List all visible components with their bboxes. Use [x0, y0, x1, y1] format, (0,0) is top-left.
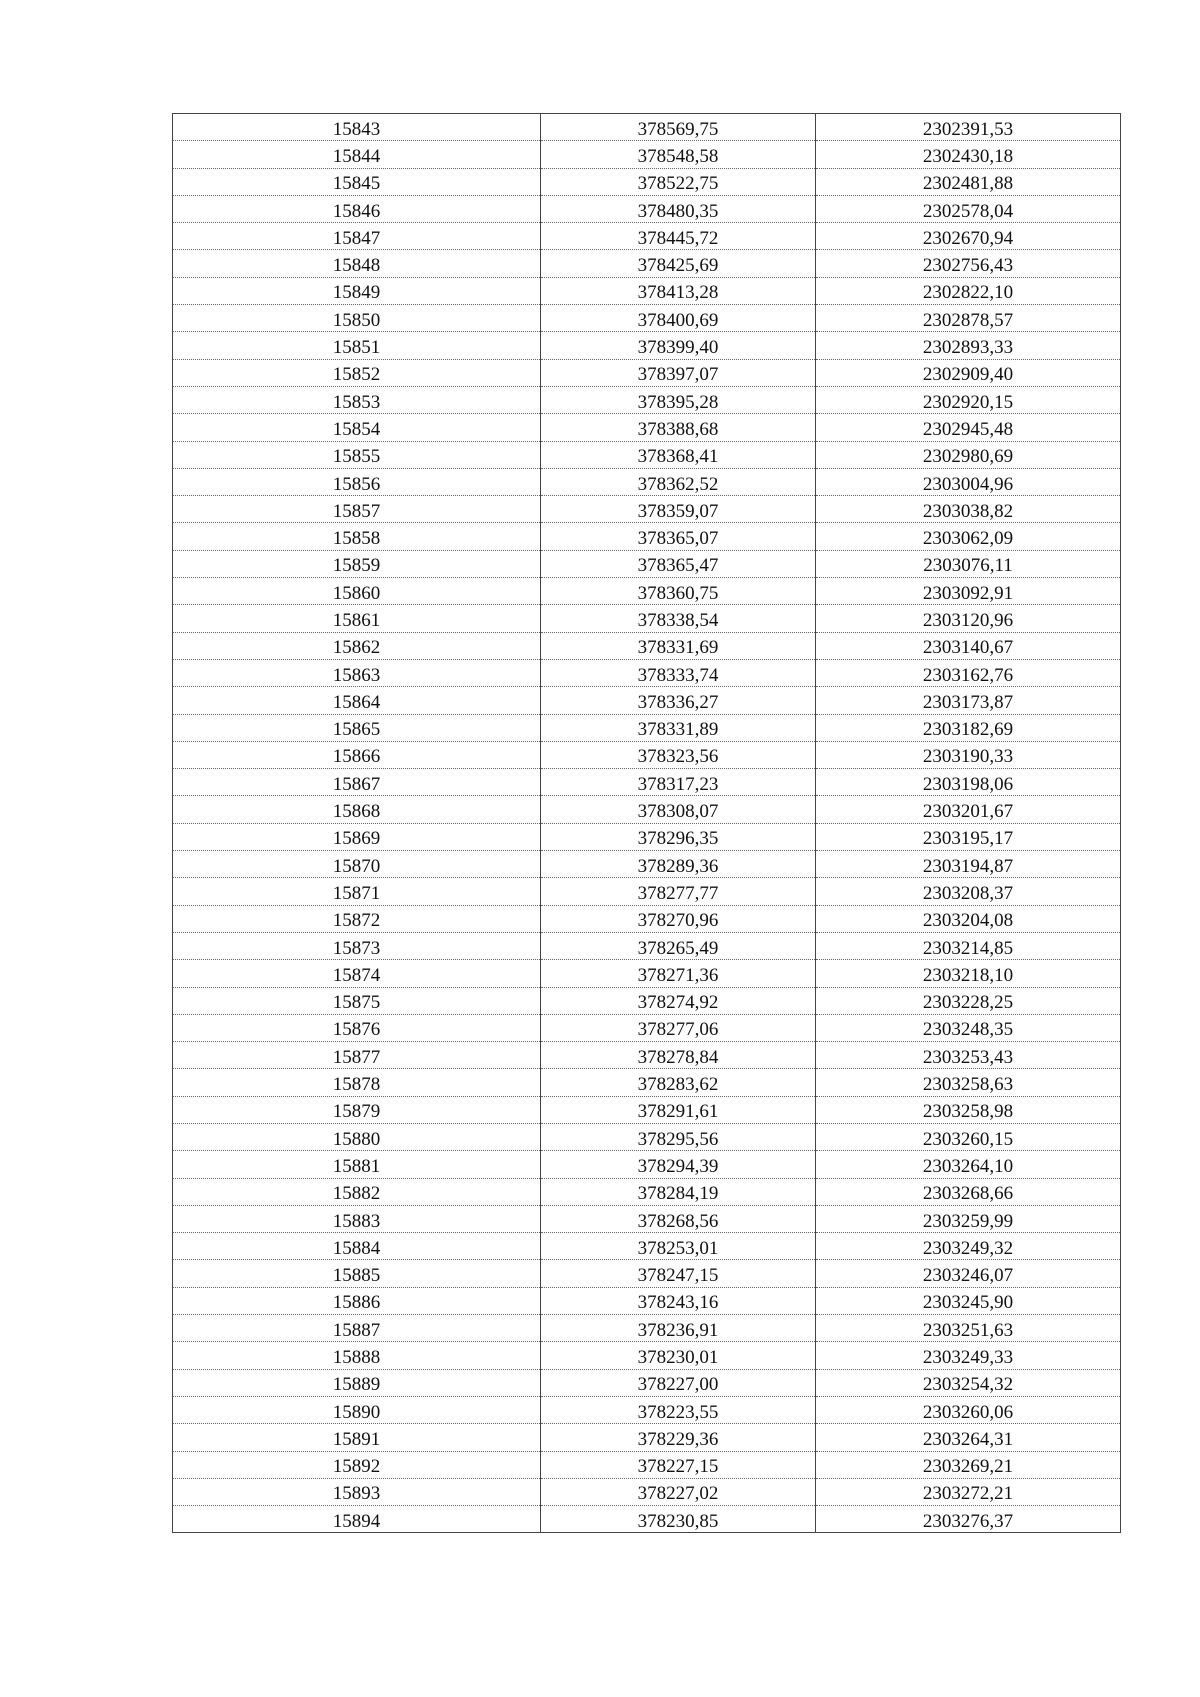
- x-coordinate-cell: 378365,07: [541, 523, 816, 550]
- point-number-cell: 15874: [173, 960, 541, 987]
- x-coordinate-cell: 378227,00: [541, 1369, 816, 1396]
- point-number-cell: 15877: [173, 1042, 541, 1069]
- x-coordinate-cell: 378413,28: [541, 277, 816, 304]
- coordinates-table-body: [173, 114, 1121, 1533]
- table-row: [173, 277, 1121, 304]
- table-row: [173, 1069, 1121, 1096]
- table-row: [173, 1151, 1121, 1178]
- x-coordinate-cell: 378368,41: [541, 441, 816, 468]
- y-coordinate-cell: 2302920,15: [816, 386, 1121, 413]
- coordinates-table: [172, 113, 1121, 1533]
- x-coordinate-cell: 378278,84: [541, 1042, 816, 1069]
- table-row: [173, 359, 1121, 386]
- point-number-cell: 15853: [173, 386, 541, 413]
- table-row: [173, 441, 1121, 468]
- table-row: [173, 741, 1121, 768]
- table-row: [173, 578, 1121, 605]
- point-number-cell: 15886: [173, 1287, 541, 1314]
- point-number-cell: 15855: [173, 441, 541, 468]
- x-coordinate-cell: 378284,19: [541, 1178, 816, 1205]
- x-coordinate-cell: 378331,69: [541, 632, 816, 659]
- y-coordinate-cell: 2303195,17: [816, 823, 1121, 850]
- y-coordinate-cell: 2303076,11: [816, 550, 1121, 577]
- x-coordinate-cell: 378230,01: [541, 1342, 816, 1369]
- table-row: [173, 386, 1121, 413]
- x-coordinate-cell: 378253,01: [541, 1233, 816, 1260]
- point-number-cell: 15873: [173, 932, 541, 959]
- y-coordinate-cell: 2303258,63: [816, 1069, 1121, 1096]
- point-number-cell: 15889: [173, 1369, 541, 1396]
- y-coordinate-cell: 2303208,37: [816, 878, 1121, 905]
- table-row: [173, 1205, 1121, 1232]
- table-row: [173, 1478, 1121, 1505]
- point-number-cell: 15850: [173, 305, 541, 332]
- x-coordinate-cell: 378277,06: [541, 1014, 816, 1041]
- y-coordinate-cell: 2303248,35: [816, 1014, 1121, 1041]
- point-number-cell: 15878: [173, 1069, 541, 1096]
- table-row: [173, 250, 1121, 277]
- y-coordinate-cell: 2303194,87: [816, 851, 1121, 878]
- x-coordinate-cell: 378317,23: [541, 769, 816, 796]
- table-row: [173, 332, 1121, 359]
- y-coordinate-cell: 2302909,40: [816, 359, 1121, 386]
- y-coordinate-cell: 2303162,76: [816, 659, 1121, 686]
- x-coordinate-cell: 378569,75: [541, 114, 816, 141]
- x-coordinate-cell: 378365,47: [541, 550, 816, 577]
- point-number-cell: 15867: [173, 769, 541, 796]
- table-row: [173, 714, 1121, 741]
- y-coordinate-cell: 2302391,53: [816, 114, 1121, 141]
- y-coordinate-cell: 2303268,66: [816, 1178, 1121, 1205]
- x-coordinate-cell: 378277,77: [541, 878, 816, 905]
- y-coordinate-cell: 2302822,10: [816, 277, 1121, 304]
- y-coordinate-cell: 2303264,31: [816, 1424, 1121, 1451]
- x-coordinate-cell: 378223,55: [541, 1396, 816, 1423]
- x-coordinate-cell: 378359,07: [541, 496, 816, 523]
- point-number-cell: 15862: [173, 632, 541, 659]
- point-number-cell: 15851: [173, 332, 541, 359]
- x-coordinate-cell: 378323,56: [541, 741, 816, 768]
- y-coordinate-cell: 2303245,90: [816, 1287, 1121, 1314]
- point-number-cell: 15891: [173, 1424, 541, 1451]
- table-row: [173, 141, 1121, 168]
- point-number-cell: 15893: [173, 1478, 541, 1505]
- table-row: [173, 796, 1121, 823]
- x-coordinate-cell: 378227,15: [541, 1451, 816, 1478]
- table-row: [173, 605, 1121, 632]
- point-number-cell: 15885: [173, 1260, 541, 1287]
- table-row: [173, 823, 1121, 850]
- y-coordinate-cell: 2303092,91: [816, 578, 1121, 605]
- point-number-cell: 15884: [173, 1233, 541, 1260]
- y-coordinate-cell: 2303201,67: [816, 796, 1121, 823]
- x-coordinate-cell: 378243,16: [541, 1287, 816, 1314]
- point-number-cell: 15894: [173, 1506, 541, 1533]
- y-coordinate-cell: 2303038,82: [816, 496, 1121, 523]
- x-coordinate-cell: 378333,74: [541, 659, 816, 686]
- x-coordinate-cell: 378274,92: [541, 987, 816, 1014]
- point-number-cell: 15876: [173, 1014, 541, 1041]
- point-number-cell: 15856: [173, 468, 541, 495]
- table-row: [173, 1178, 1121, 1205]
- point-number-cell: 15864: [173, 687, 541, 714]
- x-coordinate-cell: 378548,58: [541, 141, 816, 168]
- point-number-cell: 15871: [173, 878, 541, 905]
- y-coordinate-cell: 2303249,33: [816, 1342, 1121, 1369]
- table-row: [173, 851, 1121, 878]
- x-coordinate-cell: 378229,36: [541, 1424, 816, 1451]
- table-row: [173, 468, 1121, 495]
- x-coordinate-cell: 378522,75: [541, 168, 816, 195]
- y-coordinate-cell: 2303190,33: [816, 741, 1121, 768]
- y-coordinate-cell: 2303182,69: [816, 714, 1121, 741]
- table-row: [173, 523, 1121, 550]
- table-row: [173, 1424, 1121, 1451]
- table-row: [173, 1506, 1121, 1533]
- y-coordinate-cell: 2303260,15: [816, 1123, 1121, 1150]
- y-coordinate-cell: 2303062,09: [816, 523, 1121, 550]
- table-row: [173, 223, 1121, 250]
- table-row: [173, 932, 1121, 959]
- point-number-cell: 15857: [173, 496, 541, 523]
- point-number-cell: 15854: [173, 414, 541, 441]
- table-row: [173, 659, 1121, 686]
- y-coordinate-cell: 2303228,25: [816, 987, 1121, 1014]
- point-number-cell: 15845: [173, 168, 541, 195]
- y-coordinate-cell: 2303276,37: [816, 1506, 1121, 1533]
- y-coordinate-cell: 2303253,43: [816, 1042, 1121, 1069]
- point-number-cell: 15870: [173, 851, 541, 878]
- table-row: [173, 1042, 1121, 1069]
- point-number-cell: 15872: [173, 905, 541, 932]
- y-coordinate-cell: 2303259,99: [816, 1205, 1121, 1232]
- x-coordinate-cell: 378445,72: [541, 223, 816, 250]
- y-coordinate-cell: 2303173,87: [816, 687, 1121, 714]
- y-coordinate-cell: 2303258,98: [816, 1096, 1121, 1123]
- table-row: [173, 960, 1121, 987]
- y-coordinate-cell: 2303251,63: [816, 1315, 1121, 1342]
- x-coordinate-cell: 378362,52: [541, 468, 816, 495]
- table-row: [173, 987, 1121, 1014]
- x-coordinate-cell: 378289,36: [541, 851, 816, 878]
- table-row: [173, 1315, 1121, 1342]
- x-coordinate-cell: 378268,56: [541, 1205, 816, 1232]
- y-coordinate-cell: 2302756,43: [816, 250, 1121, 277]
- table-row: [173, 1369, 1121, 1396]
- x-coordinate-cell: 378294,39: [541, 1151, 816, 1178]
- point-number-cell: 15860: [173, 578, 541, 605]
- y-coordinate-cell: 2303254,32: [816, 1369, 1121, 1396]
- table-row: [173, 878, 1121, 905]
- point-number-cell: 15863: [173, 659, 541, 686]
- y-coordinate-cell: 2302980,69: [816, 441, 1121, 468]
- point-number-cell: 15868: [173, 796, 541, 823]
- table-row: [173, 1123, 1121, 1150]
- point-number-cell: 15859: [173, 550, 541, 577]
- y-coordinate-cell: 2303140,67: [816, 632, 1121, 659]
- table-row: [173, 1014, 1121, 1041]
- table-row: [173, 550, 1121, 577]
- y-coordinate-cell: 2303204,08: [816, 905, 1121, 932]
- x-coordinate-cell: 378283,62: [541, 1069, 816, 1096]
- table-row: [173, 168, 1121, 195]
- x-coordinate-cell: 378296,35: [541, 823, 816, 850]
- table-row: [173, 305, 1121, 332]
- y-coordinate-cell: 2303120,96: [816, 605, 1121, 632]
- y-coordinate-cell: 2303198,06: [816, 769, 1121, 796]
- y-coordinate-cell: 2303218,10: [816, 960, 1121, 987]
- table-row: [173, 905, 1121, 932]
- point-number-cell: 15848: [173, 250, 541, 277]
- point-number-cell: 15881: [173, 1151, 541, 1178]
- table-row: [173, 687, 1121, 714]
- table-row: [173, 769, 1121, 796]
- table-row: [173, 414, 1121, 441]
- y-coordinate-cell: 2303214,85: [816, 932, 1121, 959]
- point-number-cell: 15883: [173, 1205, 541, 1232]
- y-coordinate-cell: 2303269,21: [816, 1451, 1121, 1478]
- table-row: [173, 496, 1121, 523]
- y-coordinate-cell: 2302945,48: [816, 414, 1121, 441]
- x-coordinate-cell: 378388,68: [541, 414, 816, 441]
- x-coordinate-cell: 378399,40: [541, 332, 816, 359]
- point-number-cell: 15875: [173, 987, 541, 1014]
- y-coordinate-cell: 2303260,06: [816, 1396, 1121, 1423]
- x-coordinate-cell: 378295,56: [541, 1123, 816, 1150]
- point-number-cell: 15890: [173, 1396, 541, 1423]
- table-row: [173, 1342, 1121, 1369]
- table-row: [173, 1233, 1121, 1260]
- point-number-cell: 15892: [173, 1451, 541, 1478]
- y-coordinate-cell: 2302670,94: [816, 223, 1121, 250]
- table-row: [173, 1451, 1121, 1478]
- table-row: [173, 1287, 1121, 1314]
- y-coordinate-cell: 2303264,10: [816, 1151, 1121, 1178]
- x-coordinate-cell: 378338,54: [541, 605, 816, 632]
- point-number-cell: 15847: [173, 223, 541, 250]
- x-coordinate-cell: 378395,28: [541, 386, 816, 413]
- point-number-cell: 15843: [173, 114, 541, 141]
- point-number-cell: 15887: [173, 1315, 541, 1342]
- y-coordinate-cell: 2303246,07: [816, 1260, 1121, 1287]
- y-coordinate-cell: 2303249,32: [816, 1233, 1121, 1260]
- y-coordinate-cell: 2303004,96: [816, 468, 1121, 495]
- point-number-cell: 15861: [173, 605, 541, 632]
- x-coordinate-cell: 378271,36: [541, 960, 816, 987]
- x-coordinate-cell: 378400,69: [541, 305, 816, 332]
- y-coordinate-cell: 2303272,21: [816, 1478, 1121, 1505]
- x-coordinate-cell: 378230,85: [541, 1506, 816, 1533]
- x-coordinate-cell: 378270,96: [541, 905, 816, 932]
- point-number-cell: 15866: [173, 741, 541, 768]
- y-coordinate-cell: 2302481,88: [816, 168, 1121, 195]
- point-number-cell: 15846: [173, 195, 541, 222]
- x-coordinate-cell: 378265,49: [541, 932, 816, 959]
- x-coordinate-cell: 378397,07: [541, 359, 816, 386]
- x-coordinate-cell: 378227,02: [541, 1478, 816, 1505]
- x-coordinate-cell: 378480,35: [541, 195, 816, 222]
- point-number-cell: 15858: [173, 523, 541, 550]
- x-coordinate-cell: 378308,07: [541, 796, 816, 823]
- point-number-cell: 15880: [173, 1123, 541, 1150]
- y-coordinate-cell: 2302430,18: [816, 141, 1121, 168]
- point-number-cell: 15844: [173, 141, 541, 168]
- point-number-cell: 15849: [173, 277, 541, 304]
- x-coordinate-cell: 378331,89: [541, 714, 816, 741]
- point-number-cell: 15888: [173, 1342, 541, 1369]
- y-coordinate-cell: 2302893,33: [816, 332, 1121, 359]
- x-coordinate-cell: 378236,91: [541, 1315, 816, 1342]
- y-coordinate-cell: 2302878,57: [816, 305, 1121, 332]
- x-coordinate-cell: 378247,15: [541, 1260, 816, 1287]
- x-coordinate-cell: 378336,27: [541, 687, 816, 714]
- table-row: [173, 195, 1121, 222]
- table-row: [173, 1396, 1121, 1423]
- y-coordinate-cell: 2302578,04: [816, 195, 1121, 222]
- point-number-cell: 15869: [173, 823, 541, 850]
- point-number-cell: 15865: [173, 714, 541, 741]
- table-row: [173, 1096, 1121, 1123]
- table-row: [173, 1260, 1121, 1287]
- point-number-cell: 15852: [173, 359, 541, 386]
- point-number-cell: 15882: [173, 1178, 541, 1205]
- table-row: [173, 114, 1121, 141]
- point-number-cell: 15879: [173, 1096, 541, 1123]
- x-coordinate-cell: 378360,75: [541, 578, 816, 605]
- x-coordinate-cell: 378425,69: [541, 250, 816, 277]
- table-row: [173, 632, 1121, 659]
- x-coordinate-cell: 378291,61: [541, 1096, 816, 1123]
